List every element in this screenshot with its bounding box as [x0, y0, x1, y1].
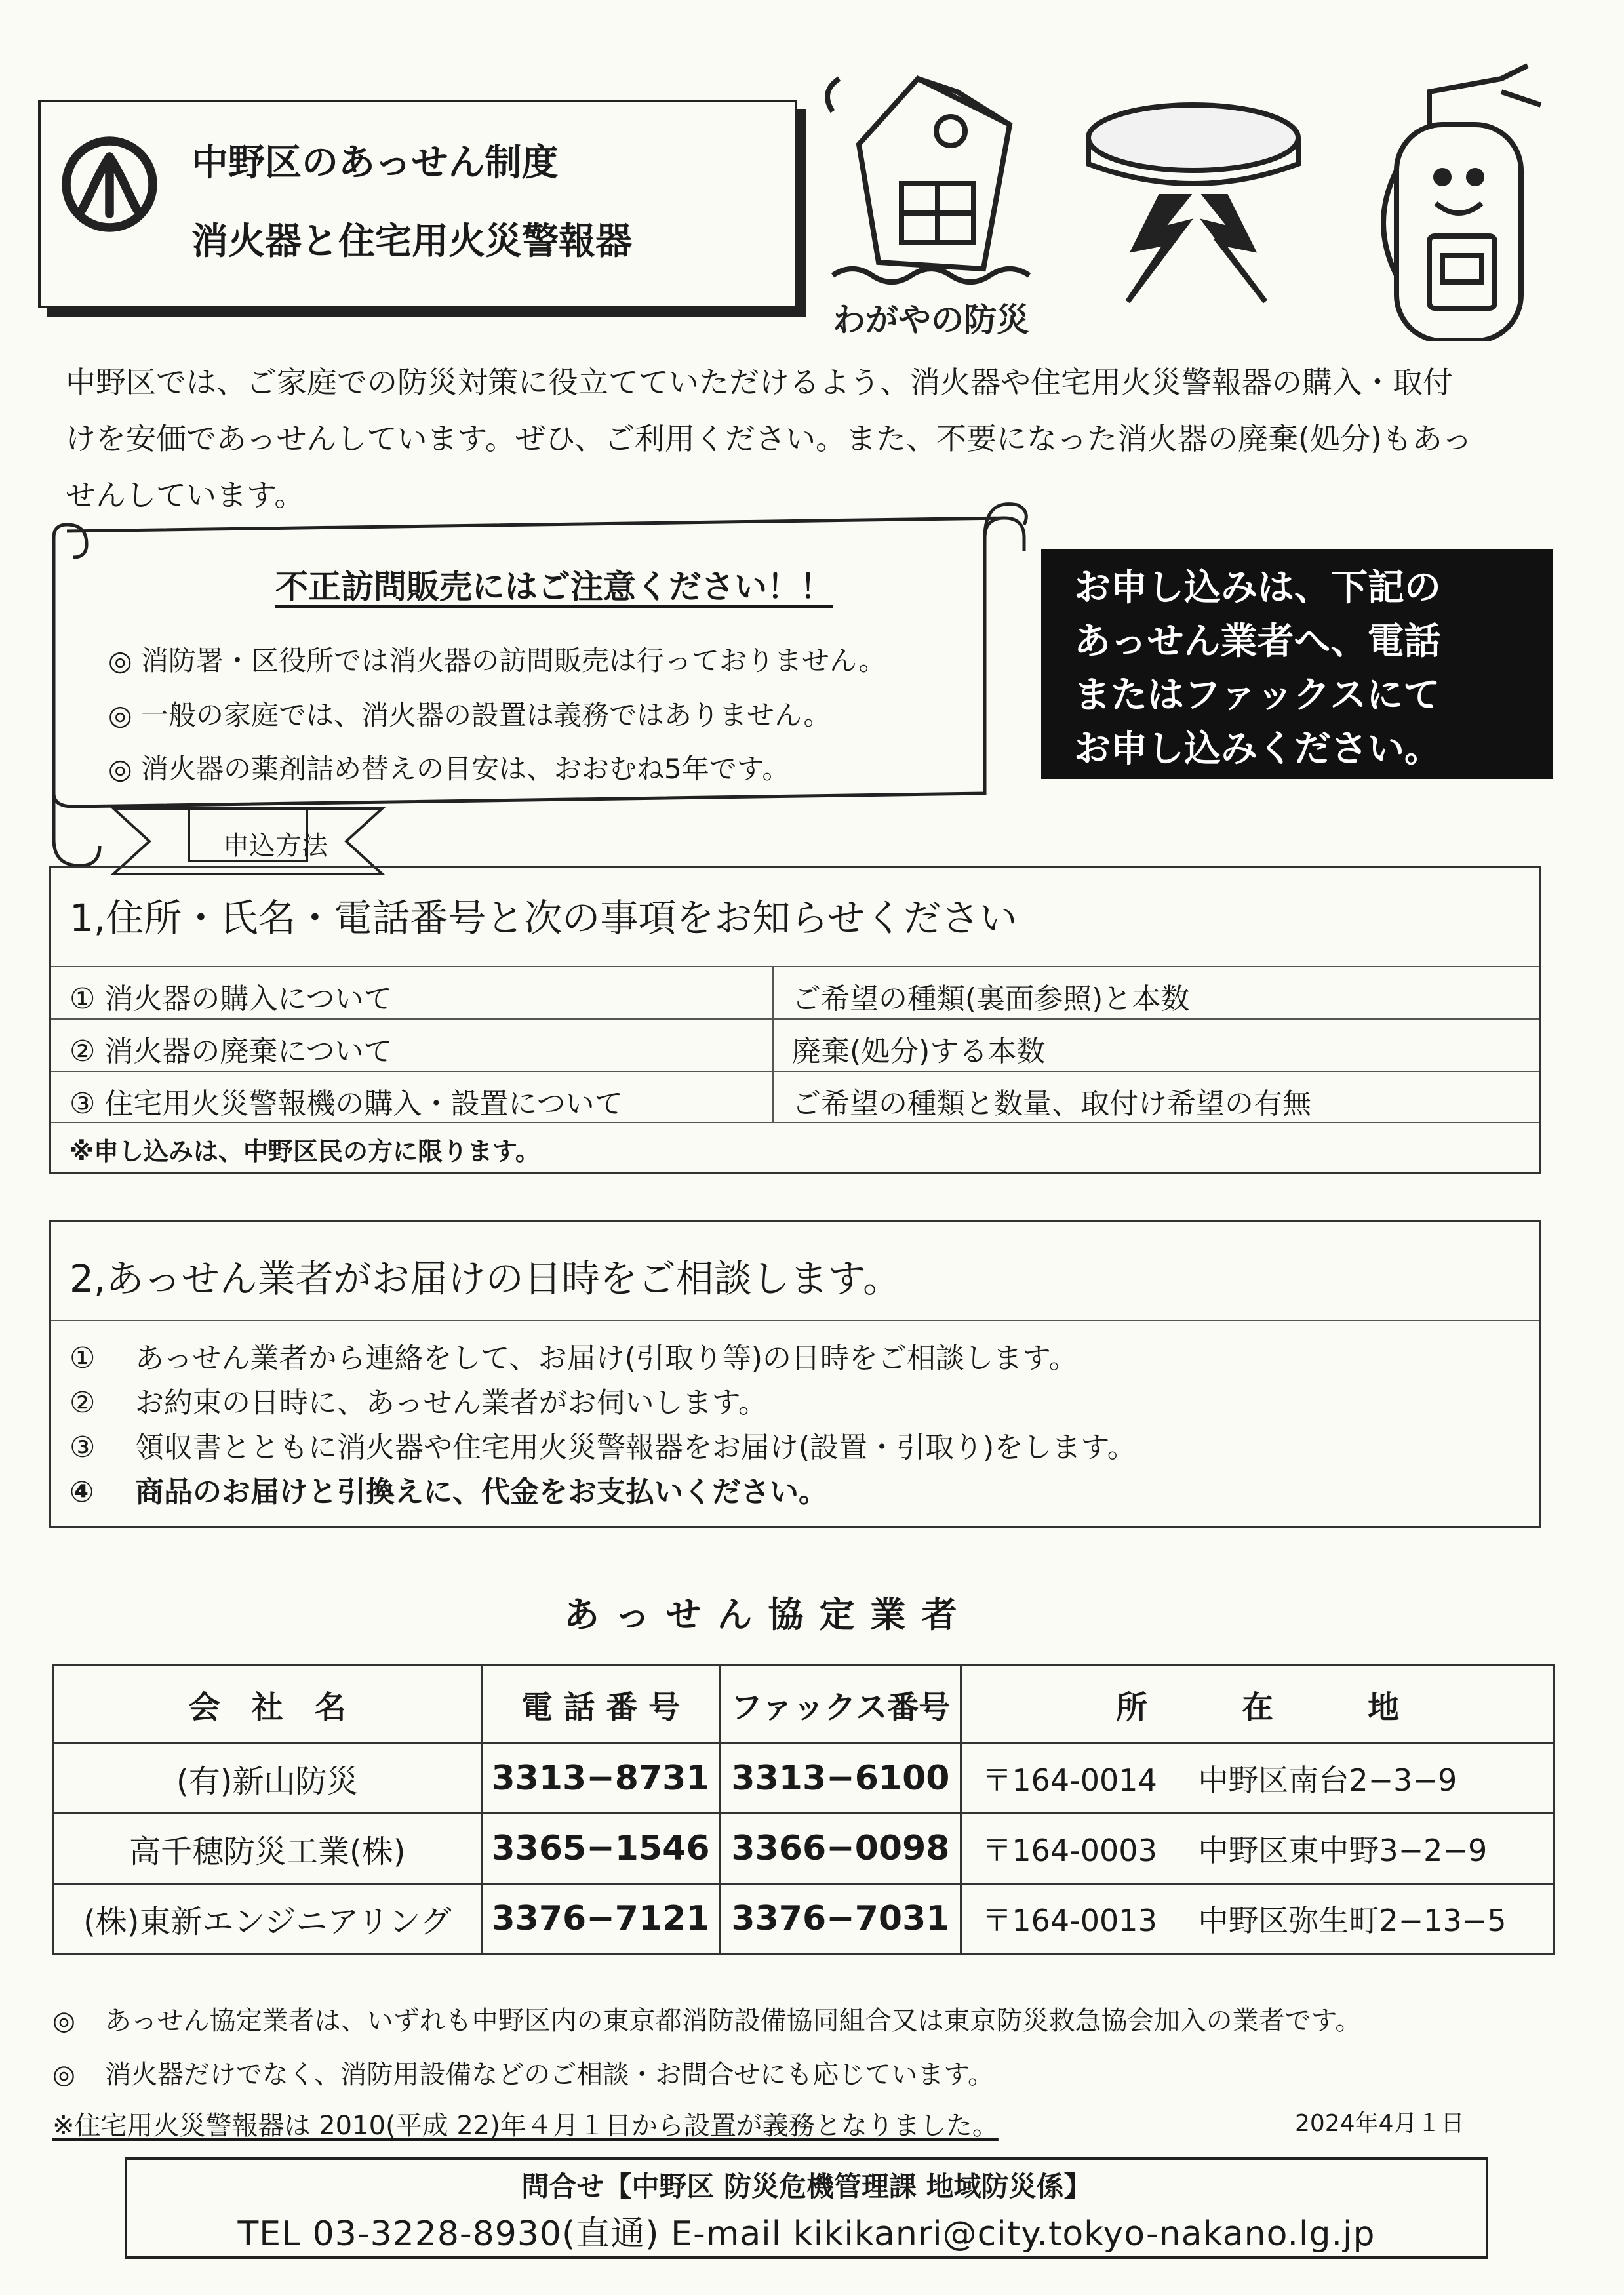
note-mark: ◎ [52, 2006, 75, 2036]
apply-line: またはファックスにて [1074, 674, 1440, 717]
vendor-address [961, 1814, 1555, 1884]
section2-item-text: 商品のお届けと引換えに、代金をお支払いください。 [135, 1475, 827, 1509]
section1-row-item: ① 消火器の購入について [69, 982, 393, 1016]
warning-item: ◎ 一般の家庭では、消火器の設置は義務ではありません。 [108, 699, 831, 731]
section1-title: 1,住所・氏名・電話番号と次の事項をお知らせください [69, 896, 1018, 940]
apply-instructions-box [1041, 549, 1553, 779]
header-fax: ファックス番号 [720, 1666, 961, 1744]
vendor-phone: 3376−7121 [481, 1884, 720, 1954]
intro-line: けを安価であっせんしています。ぜひ、ご利用ください。また、不要になった消火器の廃棄(処分)もあっ [66, 421, 1473, 456]
apply-line: お申し込みは、下記の [1074, 567, 1441, 609]
section2-item-number: ④ [69, 1475, 94, 1509]
vendors-title: あっせん協定業者 [564, 1594, 973, 1635]
section1-row-detail: 廃棄(処分)する本数 [792, 1035, 1046, 1068]
contact-box [125, 2157, 1488, 2259]
vendors-table [52, 1664, 1555, 1955]
warning-title: 不正訪問販売にはご注意ください！！ [275, 568, 833, 606]
vendor-zip: 〒164-0013 [981, 1903, 1157, 1938]
warning-item: ◎ 消火器の薬剤詰め替えの目安は、おおむね5年です。 [108, 753, 790, 785]
section1-row [51, 1018, 1539, 1069]
section1-row-item: ③ 住宅用火災警報機の購入・設置について [69, 1087, 624, 1121]
illustration-caption: わがやの防災 [833, 301, 1029, 339]
section2-item-text: お約束の日時に、あっせん業者がお伺いします。 [135, 1386, 768, 1420]
table-row [54, 1814, 1555, 1884]
section1-row-item: ② 消火器の廃棄について [69, 1035, 393, 1068]
warning-item: ◎ 消防署・区役所では消火器の訪問販売は行っておりません。 [108, 645, 886, 677]
note-text: あっせん協定業者は、いずれも中野区内の東京都消防設備協同組合又は東京防災救急協会加入の業者です。 [105, 2006, 1362, 2036]
section1-row-detail: ご希望の種類と数量、取付け希望の有無 [792, 1087, 1311, 1121]
method-label: 申込方法 [223, 831, 328, 861]
header-illustrations [820, 52, 1554, 341]
table-row [54, 1744, 1555, 1814]
vendor-phone: 3365−1546 [481, 1814, 720, 1884]
vendor-fax: 3376−7031 [720, 1884, 961, 1954]
intro-line: せんしています。 [66, 477, 305, 513]
nakano-emblem-icon [60, 135, 159, 233]
apply-line: お申し込みください。 [1074, 728, 1441, 770]
contact-phone-email: TEL 03-3228-8930(直通) E-mail kikikanri@city.tokyo-nakano.lg.jp [237, 2214, 1376, 2254]
section2-title: 2,あっせん業者がお届けの日時をご相談します。 [69, 1256, 901, 1301]
section1-row [51, 966, 1539, 1017]
section1-note: ※申し込みは、中野区民の方に限ります。 [69, 1137, 540, 1166]
issue-date: 2024年4月１日 [1295, 2110, 1465, 2137]
section2-item-number: ① [69, 1342, 96, 1375]
section2-item-number: ③ [69, 1431, 96, 1464]
header-phone: 電 話 番 号 [481, 1666, 720, 1744]
smoke-detector-icon [1088, 105, 1298, 302]
vendor-street: 中野区東中野3−2−9 [1198, 1833, 1488, 1868]
vendor-phone: 3313−8731 [481, 1744, 720, 1814]
intro-line: 中野区では、ご家庭での防災対策に役立てていただけるよう、消火器や住宅用火災警報器の購入・取付 [66, 365, 1453, 400]
section2-item [69, 1424, 1136, 1466]
vendor-address [961, 1744, 1555, 1814]
note-mark: ◎ [52, 2060, 75, 2090]
note-item [52, 2000, 1361, 2037]
vendor-zip: 〒164-0003 [981, 1833, 1157, 1868]
section2-item [69, 1468, 827, 1510]
section2-item-text: あっせん業者から連絡をして、お届け(引取り等)の日時をご相談します。 [135, 1342, 1078, 1375]
footnote: ※住宅用火災警報器は 2010(平成 22)年４月１日から設置が義務となりました。 [52, 2111, 999, 2141]
header-title-line2: 消火器と住宅用火災警報器 [191, 220, 632, 263]
contact-department: 問合せ【中野区 防災危機管理課 地域防災係】 [521, 2170, 1092, 2203]
section2-item [69, 1379, 767, 1421]
vendor-address [961, 1884, 1555, 1954]
vendor-name: (有)新山防災 [54, 1744, 482, 1814]
vendor-fax: 3366−0098 [720, 1814, 961, 1884]
section1-row-detail: ご希望の種類(裏面参照)と本数 [792, 982, 1190, 1016]
section1-note-row [51, 1122, 1539, 1174]
section2-item [69, 1334, 1078, 1376]
vendor-zip: 〒164-0014 [981, 1763, 1157, 1798]
header-company: 会 社 名 [54, 1666, 482, 1744]
note-text: 消火器だけでなく、消防用設備などのご相談・お問合せにも応じています。 [105, 2060, 994, 2090]
section2-item-text: 領収書とともに消火器や住宅用火災警報器をお届け(設置・引取り)をします。 [135, 1431, 1136, 1464]
table-row [54, 1884, 1555, 1954]
fire-extinguisher-icon [1383, 66, 1541, 341]
vendors-header-row [54, 1666, 1555, 1744]
section2-item-number: ② [69, 1386, 96, 1420]
section2-box [49, 1220, 1541, 1528]
vendor-fax: 3313−6100 [720, 1744, 961, 1814]
house-illustration-icon [827, 79, 1029, 282]
vendor-street: 中野区弥生町2−13−5 [1198, 1903, 1507, 1938]
section2-divider [51, 1320, 1539, 1321]
header-box [38, 100, 797, 308]
apply-line: あっせん業者へ、電話 [1074, 620, 1441, 663]
section1-box [49, 866, 1541, 1174]
vendor-name: 高千穂防災工業(株) [54, 1814, 482, 1884]
vendor-street: 中野区南台2−3−9 [1198, 1763, 1457, 1798]
note-item [52, 2054, 994, 2091]
vendor-name: (株)東新エンジニアリング [54, 1884, 482, 1954]
section1-column-divider [772, 966, 774, 1122]
section1-row [51, 1071, 1539, 1122]
header-address: 所 在 地 [961, 1666, 1555, 1744]
header-title-line1: 中野区のあっせん制度 [191, 142, 559, 184]
